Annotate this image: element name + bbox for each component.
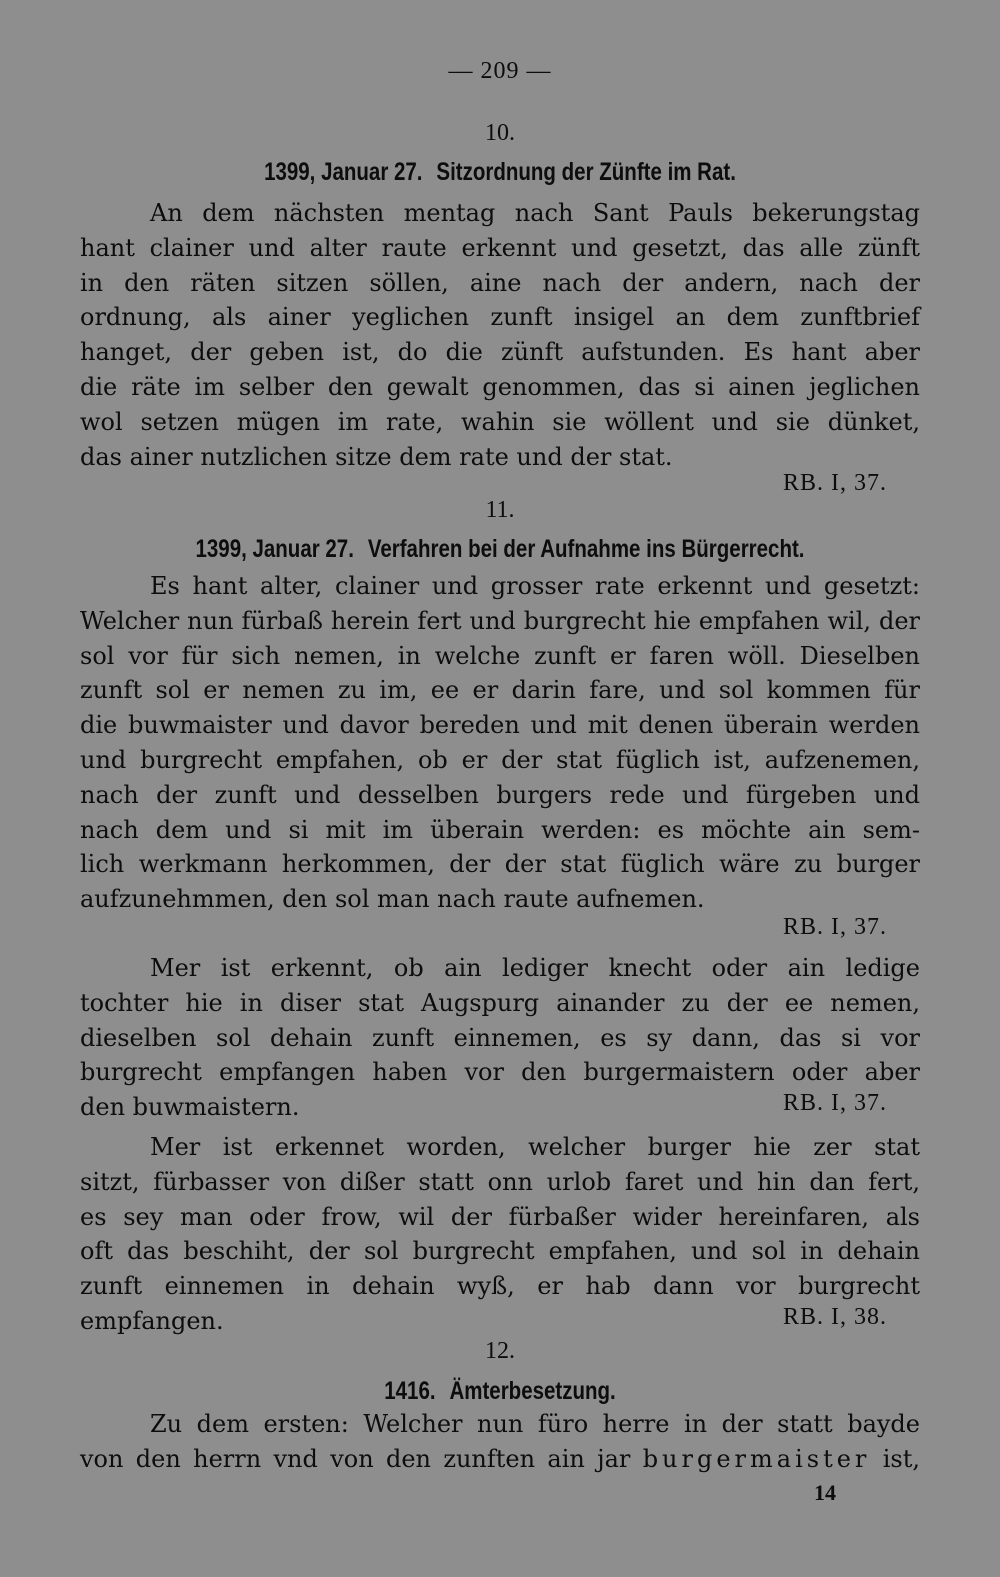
signature-mark: 14 (814, 1480, 836, 1505)
text-line: An dem nächsten mentag nach Sant Pauls bekerungstag (150, 199, 920, 227)
text-line: wol setzen mügen im rate, wahin sie wöllent und sie dünket, (80, 407, 920, 436)
section-heading-11 (90, 535, 910, 564)
text-line: oft das beschiht, der sol burgrecht empfahen, und sol in dehain (80, 1237, 920, 1266)
text-line: das ainer nutzlichen sitze dem rate und der stat. (80, 442, 673, 471)
section-heading-10 (90, 158, 910, 187)
section-11-paragraph-1 (80, 569, 920, 917)
text-fragment: ist, (870, 1444, 920, 1473)
text-line: nach dem und si mit im überain werden: es möchte ain sem- (80, 815, 920, 844)
text-line: lich werkmann herkommen, der der stat füglich wäre zu burger (80, 850, 920, 879)
text-line: Mer ist erkennet worden, welcher burger hie zer stat (150, 1133, 920, 1161)
section-heading-12 (90, 1377, 910, 1406)
text-line (80, 1442, 920, 1477)
text-line: hant clainer und alter raute erkennt und gesetzt, das alle zünft (80, 233, 920, 262)
source-reference: RB. I, 38. (782, 1304, 887, 1330)
text-line: Welcher nun fürbaß herein fert und burgrecht hie empfahen wil, der (80, 606, 920, 635)
text-line: es sey man oder frow, wil der fürbaßer wider hereinfaren, als (80, 1202, 920, 1231)
text-line: Zu dem ersten: Welcher nun füro herre in der statt bayde (150, 1410, 920, 1438)
section-date: 1416. (384, 1377, 436, 1405)
section-number-10: 10. (485, 120, 515, 146)
section-12-paragraph (80, 1407, 920, 1477)
text-line: nach der zunft und desselben burgers rede und fürgeben und (80, 780, 920, 809)
text-line: burgrecht empfangen haben vor den burgermaistern oder aber (80, 1058, 920, 1087)
text-line: die buwmaister und davor bereden und mit denen überain werden (80, 711, 920, 740)
text-line: tochter hie in diser stat Augspurg ainander zu der ee nemen, (80, 988, 920, 1017)
section-date: 1399, Januar 27. (264, 158, 423, 186)
text-line: sol vor für sich nemen, in welche zunft er faren wöll. Dieselben (80, 641, 920, 670)
text-line: und burgrecht empfahen, ob er der stat füglich ist, aufzenemen, (80, 745, 920, 774)
section-date: 1399, Januar 27. (195, 535, 354, 563)
text-line: Mer ist erkennt, ob ain lediger knecht oder ain ledige (150, 954, 920, 982)
section-title: Verfahren bei der Aufnahme ins Bürgerrecht. (367, 535, 805, 563)
text-line: zunft sol er nemen zu im, ee er darin fare, und sol kommen für (80, 676, 920, 705)
text-line: in den räten sitzen söllen, aine nach der andern, nach der (80, 268, 920, 297)
source-reference: RB. I, 37. (782, 1090, 887, 1116)
text-line: aufzunehmmen, den sol man nach raute aufnemen. (80, 885, 705, 914)
page-number: — 209 — (448, 58, 552, 84)
text-fragment: von den herrn vnd von den zunften ain jar (80, 1444, 643, 1473)
text-line: hanget, der geben ist, do die zünft aufstunden. Es hant aber (80, 338, 920, 367)
text-line: zunft einnemen in dehain wyß, er hab dann vor burgrecht (80, 1272, 920, 1301)
section-number-12: 12. (485, 1338, 515, 1364)
section-title: Ämterbesetzung. (449, 1377, 616, 1405)
text-line: dieselben sol dehain zunft einnemen, es sy dann, das si vor (80, 1023, 920, 1052)
text-line: den buwmaistern. (80, 1093, 300, 1122)
source-reference: RB. I, 37. (782, 470, 887, 496)
text-line: Es hant alter, clainer und grosser rate erkennt und gesetzt: (150, 572, 920, 600)
source-reference: RB. I, 37. (782, 914, 887, 940)
section-number-11: 11. (485, 497, 515, 523)
text-line: sitzt, fürbasser von dißer statt onn urlob faret und hin dan fert, (80, 1167, 920, 1196)
section-10-paragraph (80, 196, 920, 474)
text-line: ordnung, als ainer yeglichen zunft insigel an dem zunftbrief (80, 303, 920, 332)
text-line: die räte im selber den gewalt genommen, das si ainen jeglichen (80, 372, 920, 401)
section-title: Sitzordnung der Zünfte im Rat. (436, 158, 736, 186)
spaced-word: burgermaister (642, 1444, 871, 1473)
text-line: empfangen. (80, 1306, 224, 1335)
